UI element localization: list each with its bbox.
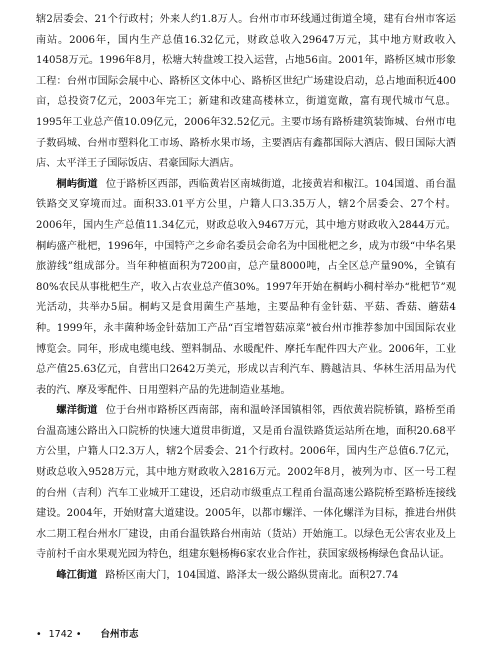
paragraph-text: 路桥区南大门，104国道、路泽太一级公路纵贯南北。面积27.74 [105, 570, 399, 582]
body-text [36, 10, 456, 587]
paragraph-fengjiang [36, 566, 456, 587]
paragraph-luqiao-continuation [36, 10, 456, 175]
paragraph-text: 位于路桥区西部，西临黄岩区南城街道，北接黄岩和椒江。104国道、甬台温铁路交叉穿境而过。面积33.01平方公里，户籍人口3.35万人，辖2个居委会、27个村。2006年，国内生产总值11.34亿元，财政总收入9467万元，其中地方财政收入2844万元。桐屿盛产枇杷，1996年，中国特产之乡命名委员会命名为中国枇杷之乡，成为市级“中华名果旅游线”组成部分。当年种植面积为7200亩，总产量8000吨，占全区总产量90%，全镇有80%农民从事枇杷生产，收入占农业总产值30%。1997年开始在桐屿小稠村举办“枇杷节”观光活动，共举办5届。桐屿又是食用菌生产基地，主要品种有金针菇、平菇、香菇、蘑菇4种。1999年，永丰菌种场金针菇加工产品“百宝增智菇凉菜”被台州市推荐参加中国国际农业博览会。同年，形成电缆电线、塑料制品、水暖配件、摩托车配件四大产业。2006年，工业总产值25.63亿元，自营出口2642万美元，形成以吉利汽车、腾越洁具、华林生活用品为代表的汽、摩及零配件、日用塑料产品的先进制造业基地。 [36, 178, 456, 396]
paragraph-text: 位于台州市路桥区西南部，南和温岭泽国镇相邻，西依黄岩院桥镇，路桥至甬台温高速公路出入口院桥的快速大道贯串街道，又是甬台温铁路货运站所在地，面积20.68平方公里，户籍人口2.3万人，辖2个居委会、21个行政村。2006年，国内生产总值6.7亿元，财政总收入9528万元，其中地方财政收入2816万元。2002年8月，被列为市、区一号工程的台州（吉利）汽车工业城开工建设，还启动市级重点工程甬台温高速公路院桥至路桥连接线建设。2004年，开始财富大道建设。2005年，以都市螺洋、一体化螺洋为目标，推进台州供水二期工程台州水厂建设，由甬台温铁路台州南站（货站）开始施工。以绿色无公害农业及上寺前村千亩水果观光园为特色，组建东魁杨梅6家农业合作社，获国家级杨梅绿色食品认证。 [36, 405, 456, 561]
paragraph-text: 辖2居委会、21个行政村；外来人约1.8万人。台州市市环线通过街道全境，建有台州市客运南站。2006年，国内生产总值16.32亿元，财政总收入29647万元，其中地方财政收入14058万元。1996年8月，松塘大转盘竣工投入运营，占地56亩。2001年，路桥区城市形象工程：台州市国际会展中心、路桥区文体中心、路桥区世纪广场建设启动，总占地面积近400亩，总投资7亿元，2003年完工；新建和改建高楼林立，街道宽敞，富有现代城市气息。1995年工业总产值10.09亿元，2006年32.52亿元。主要市场有路桥建筑装饰城、台州市电子数码城、台州市塑料化工市场、路桥水果市场，主要酒店有鑫都国际大酒店、假日国际大酒店、太平洋王子国际饭店、君豪国际大酒店。 [36, 14, 456, 170]
footer-bullet: • [36, 629, 42, 640]
paragraph-tongyu [36, 175, 456, 402]
section-heading-luoyang: 螺洋街道 [56, 405, 98, 417]
book-title: 台州市志 [100, 629, 139, 640]
page-number: 1742 [48, 629, 73, 640]
paragraph-luoyang [36, 401, 456, 566]
section-heading-tongyu: 桐屿街道 [56, 178, 98, 190]
page-footer [36, 626, 139, 640]
footer-separator: • [75, 629, 82, 640]
section-heading-fengjiang: 峰江街道 [56, 570, 98, 582]
